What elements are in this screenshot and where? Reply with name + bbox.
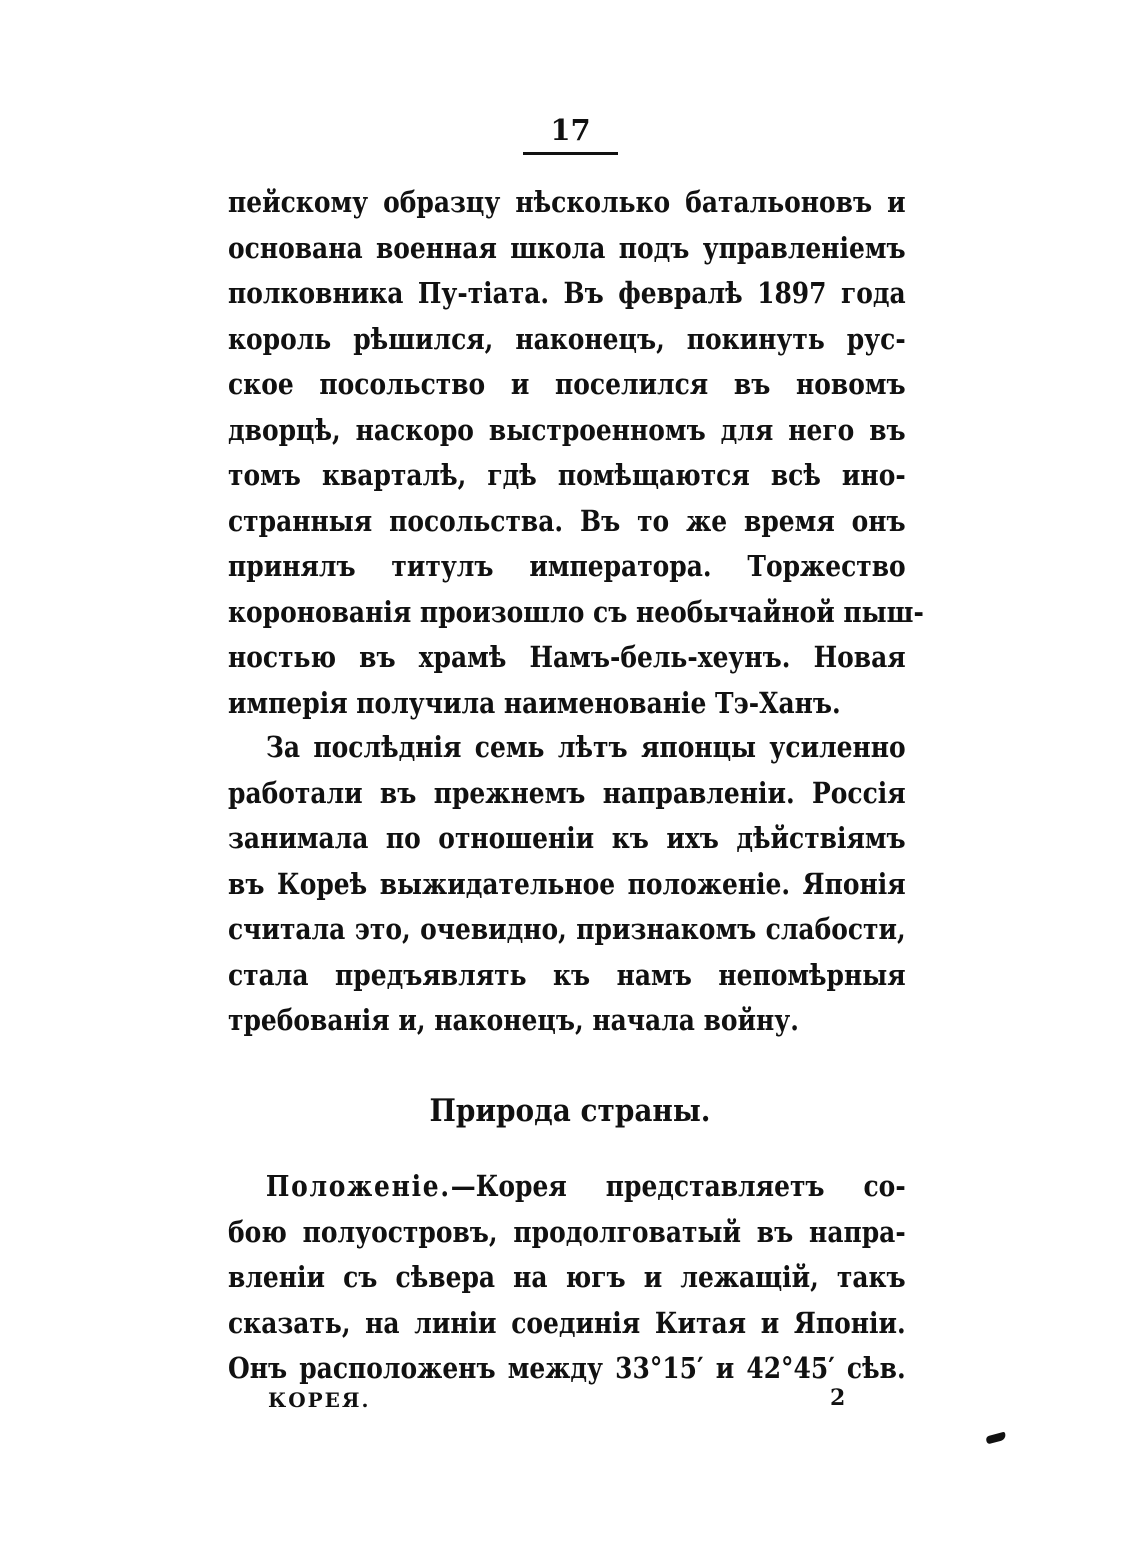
text-line: Онъ расположенъ между 33°15′ и 42°45′ сѣв. [228,1351,906,1385]
page-number-rule [523,152,618,155]
text-line: пейскому образцу нѣсколько батальоновъ и [228,185,906,219]
text-line: считала это, очевидно, признакомъ слабости, [228,912,906,946]
text-line: занимала по отношеніи къ ихъ дѣйствіямъ [228,821,906,855]
text-line: въ Кореѣ выжидательное положеніе. Японія [228,866,906,901]
text-line: За послѣднія семь лѣтъ японцы усиленно [265,730,906,764]
text-line: работали въ прежнемъ направленіи. Россія [228,775,906,810]
text-line: томъ кварталѣ, гдѣ помѣщаются всѣ ино- [228,458,906,492]
paragraph-1 [228,180,924,726]
section-paragraph [228,1164,906,1392]
text-line: требованія и, наконецъ, начала войну. [228,1003,799,1037]
text-line: странныя посольства. Въ то же время онъ [228,503,906,538]
text-line: коронованія произошло съ необычайной пыш- [228,594,924,629]
footer-signature: КОРЕЯ. [268,1388,371,1412]
text-line: полковника Пу-тіата. Въ февралѣ 1897 года [228,276,906,310]
text-line: принялъ титулъ императора. Торжество [228,549,906,583]
page-number: 17 [550,113,591,147]
text-line: ское посольство и поселился въ новомъ [228,367,906,401]
lead-word: Положеніе. [265,1169,451,1203]
text-line: основана военная школа подъ управленіемъ [228,230,906,265]
first-line-rest: —Корея представляетъ со- [450,1169,906,1203]
section-heading: Природа страны. [429,1093,711,1129]
footer-sheet-number: 2 [830,1385,846,1411]
paragraph-2 [228,725,906,1044]
text-line: бою полуостровъ, продолговатый въ напра- [228,1214,906,1249]
text-line: король рѣшился, наконецъ, покинуть рус- [228,321,906,356]
text-line: вленіи съ сѣвера на югъ и лежащій, такъ [228,1260,906,1294]
text-line: ностью въ храмѣ Намъ-бель-хеунъ. Новая [228,640,906,674]
text-line: стала предъявлять къ намъ непомѣрныя [228,957,906,992]
text-line: дворцѣ, наскоро выстроенномъ для него въ [228,412,906,447]
ink-blot [985,1432,1006,1445]
text-line-first [228,1164,906,1210]
text-line: имперія получила наименованіе Тэ-Ханъ. [228,685,841,720]
text-line: сказать, на линіи соединія Китая и Японіи. [228,1305,906,1340]
